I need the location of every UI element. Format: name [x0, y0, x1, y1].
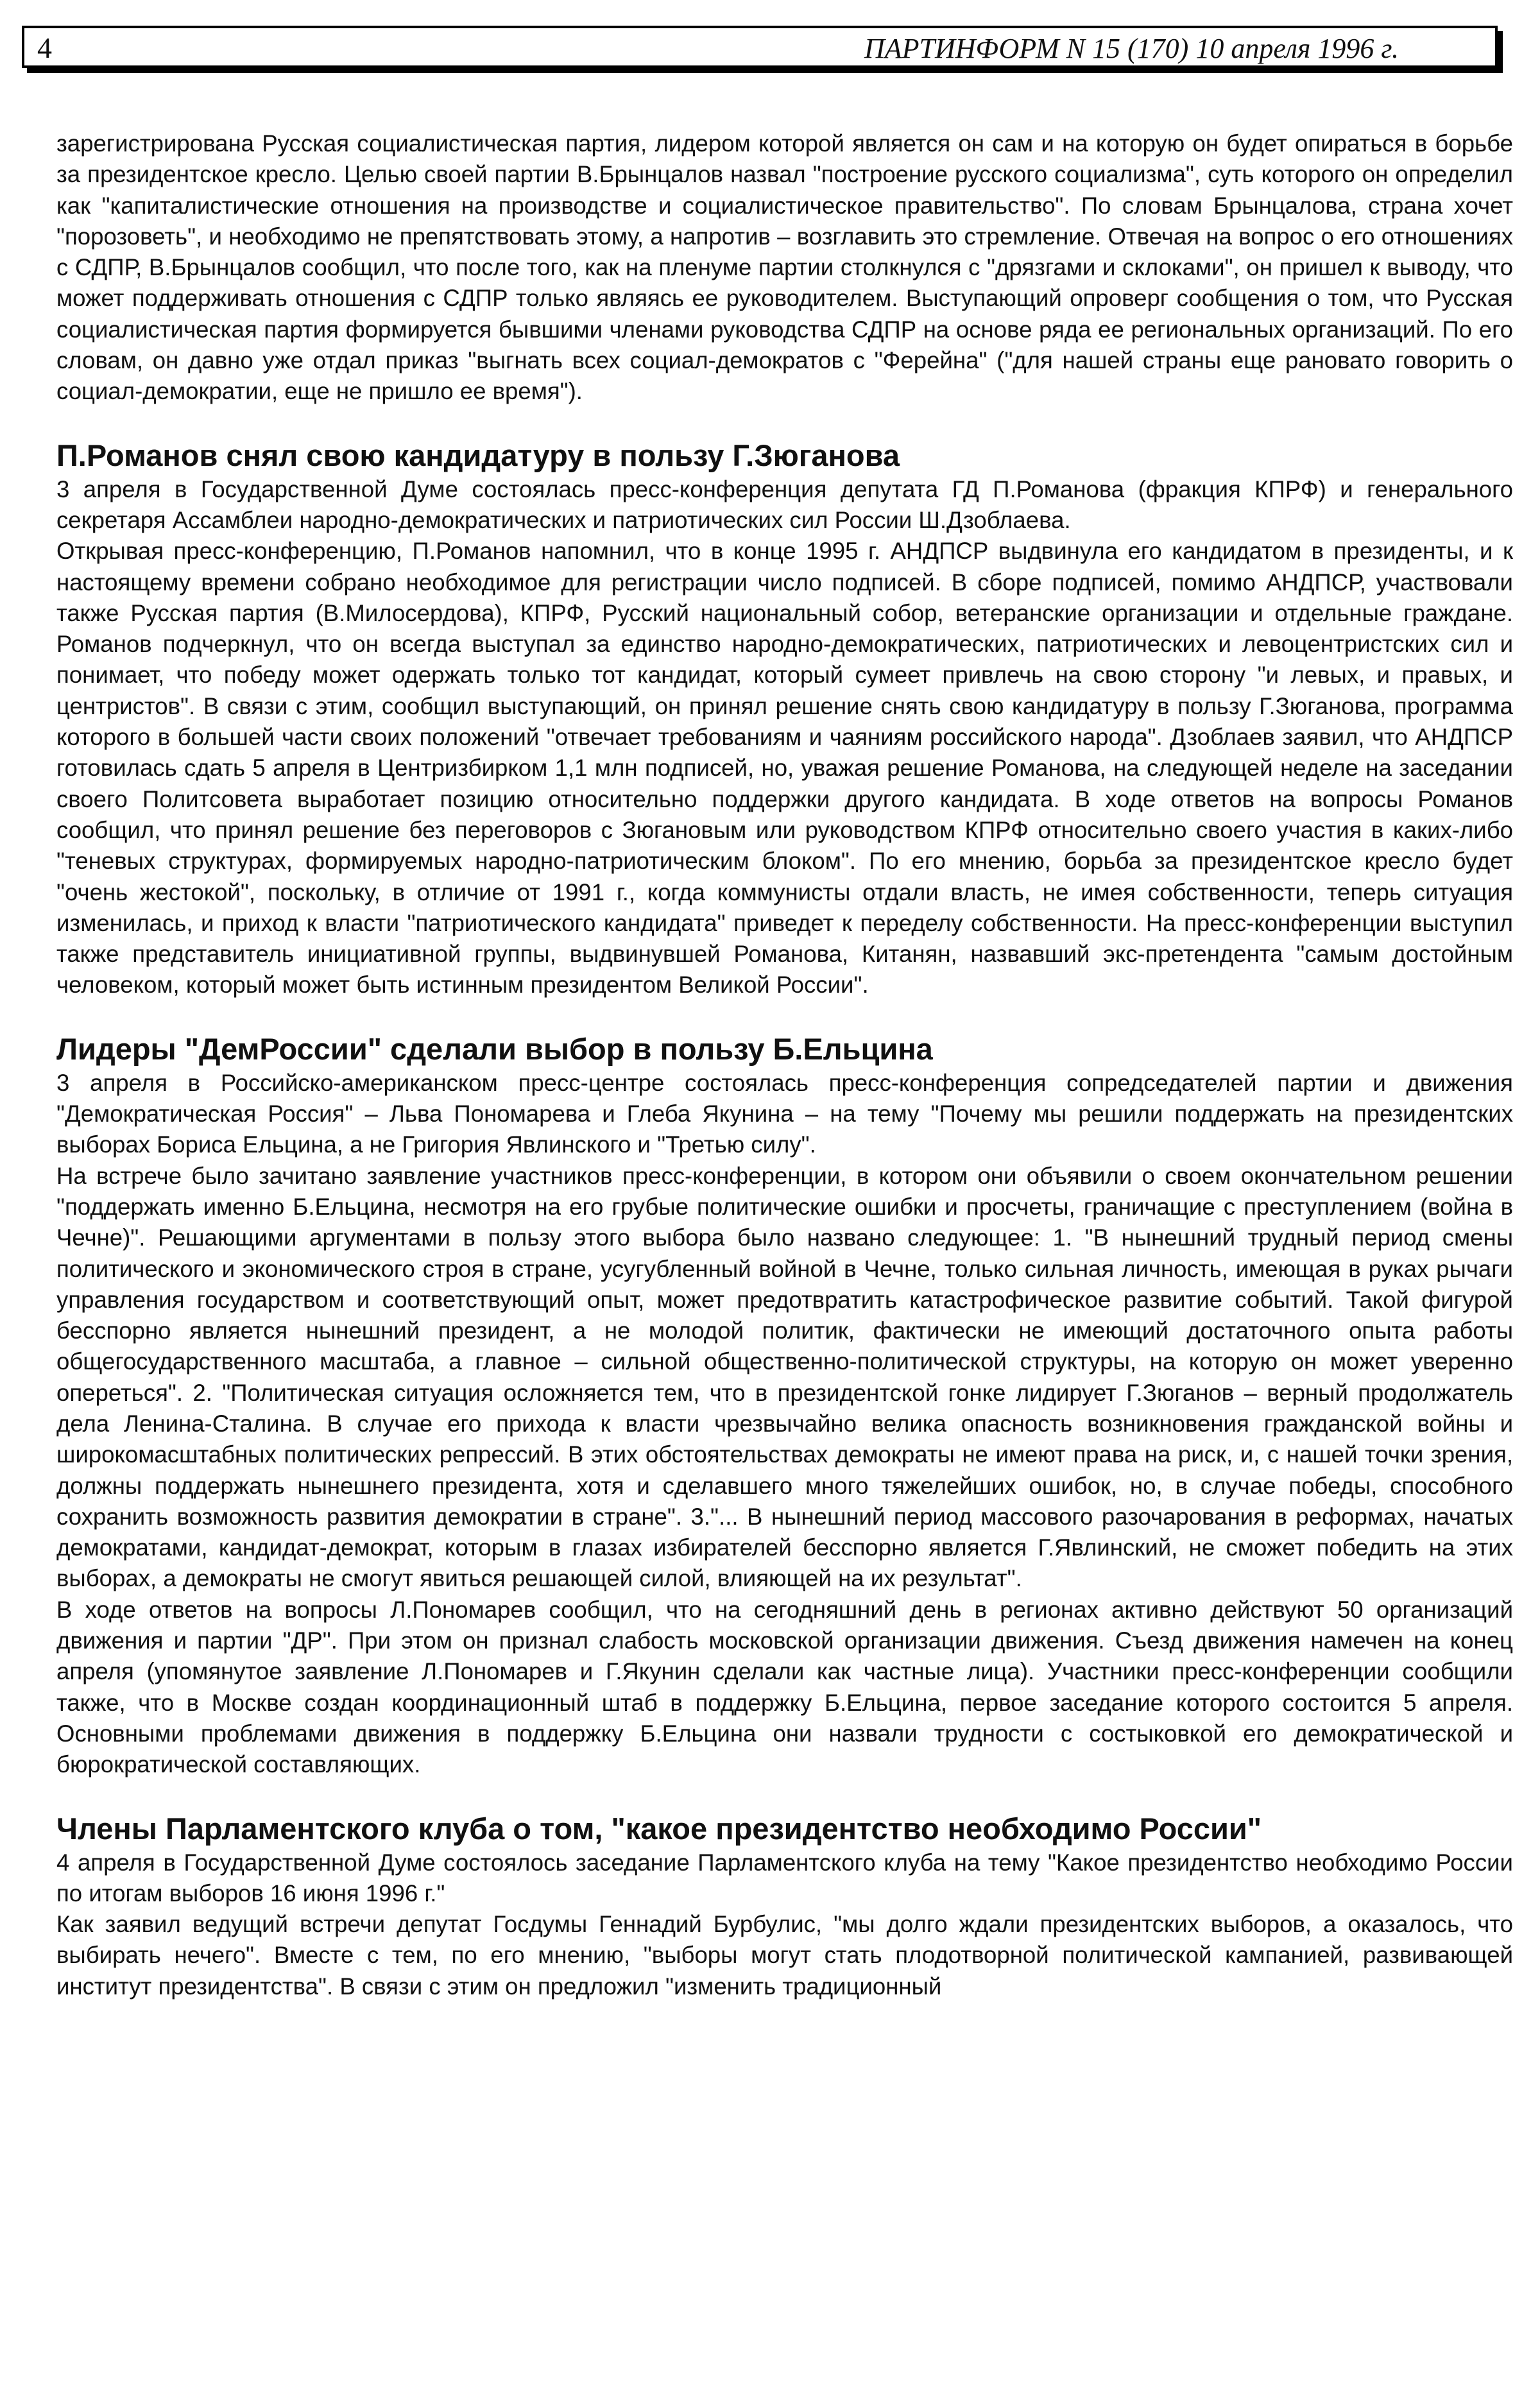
article-title: Члены Парламентского клуба о том, "какое президентство необходимо России" — [56, 1811, 1262, 1846]
article-title: Лидеры "ДемРоссии" сделали выбор в пользу Б.Ельцина — [56, 1031, 933, 1066]
page-header — [22, 26, 1498, 68]
article-paragraph: В ходе ответов на вопросы Л.Пономарев сообщил, что на сегодняшний день в регионах активно действуют 50 организаций движения и партии "ДР". При этом он признал слабость московской организации движения. Съезд движения намечен на конец апреля (упомянутое заявление Л.Пономарев и Г.Якунин сделали как частные лица). Участники пресс-конференции сообщили также, что в Москве создан координационный штаб в поддержку Б.Ельцина, первое заседание которого состоится 5 апреля. Основными проблемами движения в поддержку Б.Ельцина они назвали трудности с состыковкой его демократической и бюрократической составляющих. — [56, 1596, 1513, 1778]
article-demrossii — [56, 1031, 1513, 1781]
article-parliamentary-club — [56, 1810, 1513, 2002]
running-title: ПАРТИНФОРМ N 15 (170) 10 апреля 1996 г. — [864, 33, 1399, 64]
article-paragraph: Открывая пресс-конференцию, П.Романов напомнил, что в конце 1995 г. АНДПСР выдвинула его кандидатом в президенты, и к настоящему времени собрано необходимое для регистрации число подписей. В сборе подписей, помимо АНДПСР, участвовали также Русская партия (В.Милосердова), КПРФ, Русский национальный собор, ветеранские организации и отдельные граждане. Романов подчеркнул, что он всегда выступал за единство народно-демократических, патриотических и левоцентристских сил и понимает, что победу может одержать только тот кандидат, который сумеет привлечь на свою сторону "и левых, и правых, и центристов". В связи с этим, сообщил выступающий, он принял решение снять свою кандидатуру в пользу Г.Зюганова, программа которого в большей части своих положений "отвечает требованиям и чаяниям российского народа". Дзоблаев заявил, что АНДПСР готовилась сдать 5 апреля в Центризбирком 1,1 млн подписей, но, уважая решение Романова, на следующей неделе на заседании своего Политсовета выработает позицию относительно поддержки другого кандидата. В ходе ответов на вопросы Романов сообщил, что принял решение без переговоров с Зюгановым или руководством КПРФ относительно своего участия в каких-либо "теневых структурах, формируемых народно-патриотическим блоком". По его мнению, борьба за президентское кресло будет "очень жестокой", поскольку, в отличие от 1991 г., когда коммунисты отдали власть, не имея собственности, теперь ситуация изменилась, и приход к власти "патриотического кандидата" приведет к переделу собственности. На пресс-конференции выступил также представитель инициативной группы, выдвинувшей Романова, Китанян, назвавший экс-претендента "самым достойным человеком, который может быть истинным президентом Великой России". — [56, 538, 1513, 998]
page-number: 4 — [37, 31, 52, 64]
article-paragraph: 3 апреля в Российско-американском пресс-центре состоялась пресс-конференция сопредседателей партии и движения "Демократическая Россия" – Льва Пономарева и Глеба Якунина – на тему "Почему мы решили поддержать на президентских выборах Бориса Ельцина, а не Григория Явлинского и "Третью силу". — [56, 1069, 1513, 1158]
article-paragraph: 4 апреля в Государственной Думе состоялось заседание Парламентского клуба на тему "Какое президентство необходимо России по итогам выборов 16 июня 1996 г." — [56, 1849, 1513, 1906]
page-content — [56, 128, 1513, 2002]
article-paragraph: Как заявил ведущий встречи депутат Госдумы Геннадий Бурбулис, "мы долго ждали президентских выборов, а оказалось, что выбирать нечего". Вместе с тем, по его мнению, "выборы могут стать плодотворной политической кампанией, развивающей институт президентства". В связи с этим он предложил "изменить традиционный — [56, 1911, 1513, 2000]
article-title: П.Романов снял свою кандидатуру в пользу Г.Зюганова — [56, 438, 900, 472]
article-paragraph: 3 апреля в Государственной Думе состоялась пресс-конференция депутата ГД П.Романова (фракция КПРФ) и генерального секретаря Ассамблеи народно-демократических и патриотических сил России Ш.Дзоблаева. — [56, 476, 1513, 533]
article-paragraph: На встрече было зачитано заявление участников пресс-конференции, в котором они объявили о своем окончательном решении "поддержать именно Б.Ельцина, несмотря на его грубые политические ошибки и просчеты, граничащие с преступлением (война в Чечне)". Решающими аргументами в пользу этого выбора было названо следующее: 1. "В нынешний трудный период смены политического и экономического строя в стране, усугубленный войной в Чечне, только сильная личность, имеющая в руках рычаги управления государством и соответствующий опыт, может предотвратить катастрофическое развитие событий. Такой фигурой бесспорно является нынешний президент, а не молодой политик, фактически не имеющий достаточного опыта работы общегосударственного масштаба, а главное – сильной общественно-политической структуры, на которую он может уверенно опереться". 2. "Политическая ситуация осложняется тем, что в президентской гонке лидирует Г.Зюганов – верный продолжатель дела Ленина-Сталина. В случае его прихода к власти чрезвычайно велика опасность возникновения гражданской войны и широкомасштабных политических репрессий. В этих обстоятельствах демократы не имеют права на риск, и, с нашей точки зрения, должны поддержать нынешнего президента, хотя и сделавшего много тяжелейших ошибок, но, в случае победы, способного сохранить возможность развития демократии в стране". 3."... В нынешний период массового разочарования в реформах, начатых демократами, кандидат-демократ, которым в глазах избирателей бесспорно является Г.Явлинский, не сможет победить на этих выборах, а демократы не смогут явиться решающей силой, влияющей на их результат". — [56, 1162, 1513, 1592]
article-romanov — [56, 437, 1513, 1001]
intro-paragraph: зарегистрирована Русская социалистическая партия, лидером которой является он сам и на которую он будет опираться в борьбе за президентское кресло. Целью своей партии В.Брынцалов назвал "построение русского социализма", суть которого он определил как "капиталистические отношения на производстве и социалистическое правительство". По словам Брынцалова, страна хочет "порозоветь", и необходимо не препятствовать этому, а напротив – возглавить это стремление. Отвечая на вопрос о его отношениях с СДПР, В.Брынцалов сообщил, что после того, как на пленуме партии столкнулся с "дрязгами и склоками", он пришел к выводу, что может поддерживать отношения с СДПР только являясь ее руководителем. Выступающий опроверг сообщения о том, что Русская социалистическая партия формируется бывшими членами руководства СДПР на основе ряда ее региональных организаций. По его словам, он давно уже отдал приказ "выгнать всех социал-демократов с "Ферейна" ("для нашей страны еще рановато говорить о социал-демократии, еще не пришло ее время"). — [56, 130, 1513, 405]
